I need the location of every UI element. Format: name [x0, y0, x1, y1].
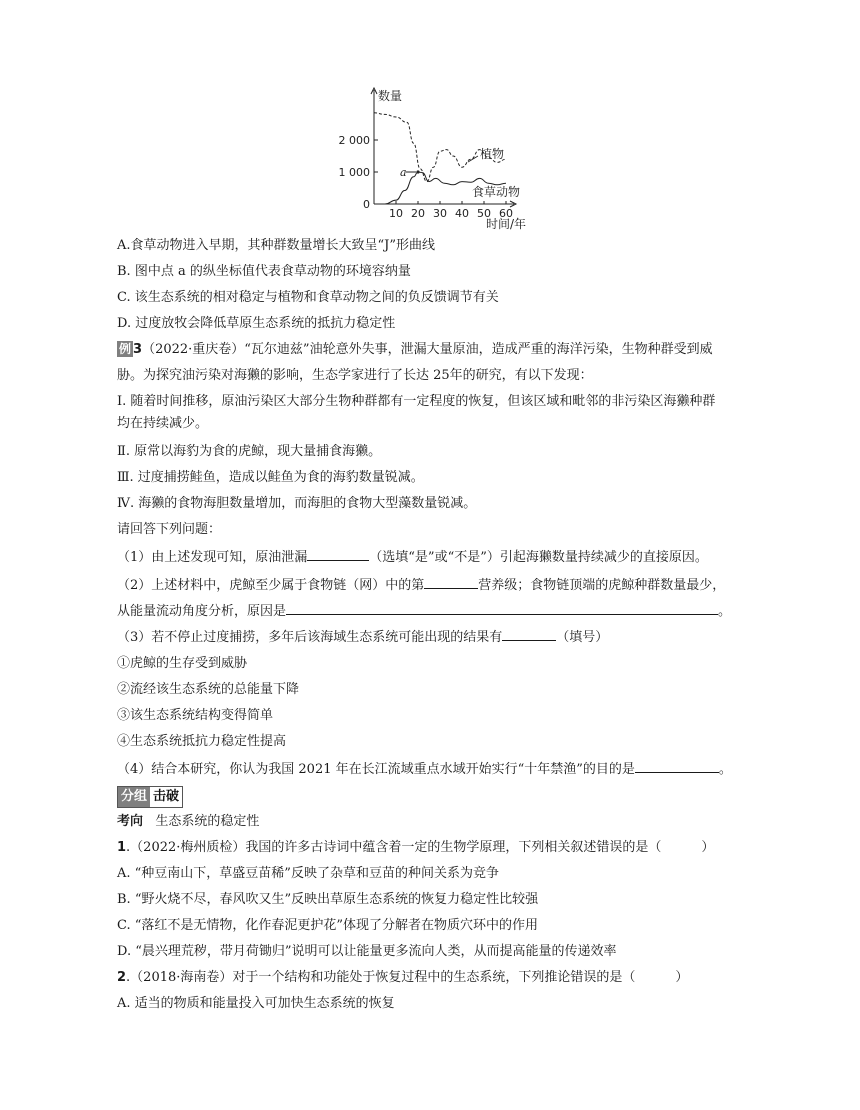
- subquestion-4: [117, 758, 732, 780]
- y-axis-label: 数量: [378, 89, 403, 103]
- answer-blank-3[interactable]: [502, 626, 556, 641]
- subquestion-3-text-end: （填号）: [556, 630, 609, 645]
- y-tick-label: 0: [363, 198, 370, 211]
- subquestion-2-end: 。: [718, 604, 732, 619]
- section-badge: [117, 786, 183, 808]
- finding-2: Ⅱ. 原常以海豹为食的虎鲸，现大量捕食海獭。: [117, 444, 382, 459]
- question-2-close: ）: [675, 970, 689, 985]
- subquestion-4-text: （4）结合本研究，你认为我国 2021 年在长江流域重点水域开始实行“十年禁渔”的目的是: [117, 762, 635, 777]
- example-badge: 例: [119, 342, 132, 356]
- subquestion-2-text-cont: 从能量流动角度分析，原因是: [117, 604, 287, 619]
- finding-4: Ⅳ. 海獭的食物海胆数量增加，而海胆的食物大型藻数量锐减。: [117, 496, 477, 511]
- example3-stem: [117, 340, 713, 360]
- section-badge-right: 击破: [150, 787, 182, 807]
- section-badge-left: 分组: [118, 787, 150, 807]
- series-plants-label: 植物: [480, 147, 505, 161]
- answer-blank-2b[interactable]: [286, 600, 718, 615]
- question-2-stem: [117, 968, 688, 988]
- option-d: D. 过度放牧会降低草原生态系统的抵抗力稳定性: [117, 316, 396, 331]
- question-prompt: 请回答下列问题：: [117, 522, 222, 537]
- q3-option-3: ③该生态系统结构变得简单: [117, 708, 274, 723]
- subquestion-1: [117, 546, 708, 568]
- example-number: 3: [133, 342, 143, 357]
- finding-3: Ⅲ. 过度捕捞鲑鱼，造成以鲑鱼为食的海豹数量锐减。: [117, 470, 424, 485]
- q1-option-a: A. “种豆南山下，草盛豆苗稀”反映了杂草和豆苗的种间关系为竞争: [117, 866, 499, 881]
- q1-option-c: C. “落红不是无情物，化作春泥更护花”体现了分解者在物质穴环中的作用: [117, 918, 539, 933]
- option-a: A.食草动物进入早期，其种群数量增长大致呈“J”形曲线: [117, 238, 436, 253]
- q1-option-b: B. “野火烧不尽，春风吹又生”反映出草原生态系统的恢复力稳定性比较强: [117, 892, 539, 907]
- x-tick-label: 60: [499, 207, 513, 220]
- answer-blank-2a[interactable]: [424, 574, 478, 589]
- subquestion-2-cont: [117, 600, 731, 622]
- q2-option-a: A. 适当的物质和能量投入可加快生态系统的恢复: [117, 996, 395, 1011]
- finding-1-line1: Ⅰ. 随着时间推移，原油污染区大部分生物种群都有一定程度的恢复，但该区域和毗邻的非污染区海獭种群: [117, 394, 716, 409]
- question-1-close: ）: [701, 840, 715, 855]
- kaoxiang-label: 考向: [117, 814, 144, 829]
- x-tick-label: 20: [411, 207, 425, 220]
- subquestion-2-text: （2）上述材料中，虎鲸至少属于食物链（网）中的第: [117, 578, 425, 593]
- subquestion-2-text-mid: 营养级；食物链顶端的虎鲸种群数量最少，: [478, 578, 726, 593]
- q3-option-2: ②流经该生态系统的总能量下降: [117, 682, 300, 697]
- question-2-text: .（2018·海南卷）对于一个结构和功能处于恢复过程中的生态系统，下列推论错误的是（: [126, 970, 636, 985]
- x-tick-label: 30: [433, 207, 447, 220]
- kaoxiang-topic: 生态系统的稳定性: [155, 814, 260, 829]
- q3-option-1: ①虎鲸的生存受到威胁: [117, 656, 248, 671]
- q1-option-d: D. “晨兴理荒秽，带月荷锄归”说明可以让能量更多流向人类，从而提高能量的传递效率: [117, 944, 617, 959]
- point-a-label: a: [400, 166, 407, 179]
- example3-stem-line1: （2022·重庆卷）“瓦尔迪兹”油轮意外失事，泄漏大量原油，造成严重的海洋污染，生物种群受到威: [142, 342, 713, 357]
- subquestion-3-text: （3）若不停止过度捕捞，多年后该海域生态系统可能出现的结果有: [117, 630, 503, 645]
- x-tick-label: 50: [477, 207, 491, 220]
- x-tick-label: 10: [389, 207, 403, 220]
- option-c: C. 该生态系统的相对稳定与植物和食草动物之间的负反馈调节有关: [117, 290, 499, 305]
- finding-1-line2: 均在持续减少。: [117, 416, 209, 431]
- question-1-text: .（2022·梅州质检）我国的许多古诗词中蕴含着一定的生物学原理，下列相关叙述错误的是（: [126, 840, 662, 855]
- subquestion-3: [117, 626, 608, 648]
- subquestion-2: [117, 574, 725, 596]
- x-axis-label: 时间/年: [485, 217, 527, 231]
- point-a-marker: [416, 170, 419, 173]
- subquestion-1-text: （1）由上述发现可知，原油泄漏: [117, 550, 308, 565]
- answer-blank-1[interactable]: [307, 546, 369, 561]
- x-tick-label: 40: [455, 207, 469, 220]
- question-1-number: 1: [117, 840, 127, 855]
- subquestion-4-end: 。: [718, 762, 732, 777]
- example3-stem-line2: 胁。为探究油污染对海獭的影响，生态学家进行了长达 25年的研究，有以下发现：: [117, 368, 593, 383]
- y-tick-label: 1 000: [338, 166, 370, 179]
- y-tick-label: 2 000: [338, 134, 370, 147]
- series-herbivores-label: 食草动物: [472, 185, 521, 199]
- question-1-stem: [117, 838, 714, 858]
- option-b: B. 图中点 a 的纵坐标值代表食草动物的环境容纳量: [117, 264, 411, 279]
- answer-blank-4[interactable]: [635, 758, 719, 773]
- kaoxiang-line: [117, 812, 259, 832]
- subquestion-1-text-end: （选填“是”或“不是”）引起海獭数量持续减少的直接原因。: [369, 550, 708, 565]
- population-chart: [330, 84, 560, 232]
- q3-option-4: ④生态系统抵抗力稳定性提高: [117, 734, 287, 749]
- question-2-number: 2: [117, 970, 127, 985]
